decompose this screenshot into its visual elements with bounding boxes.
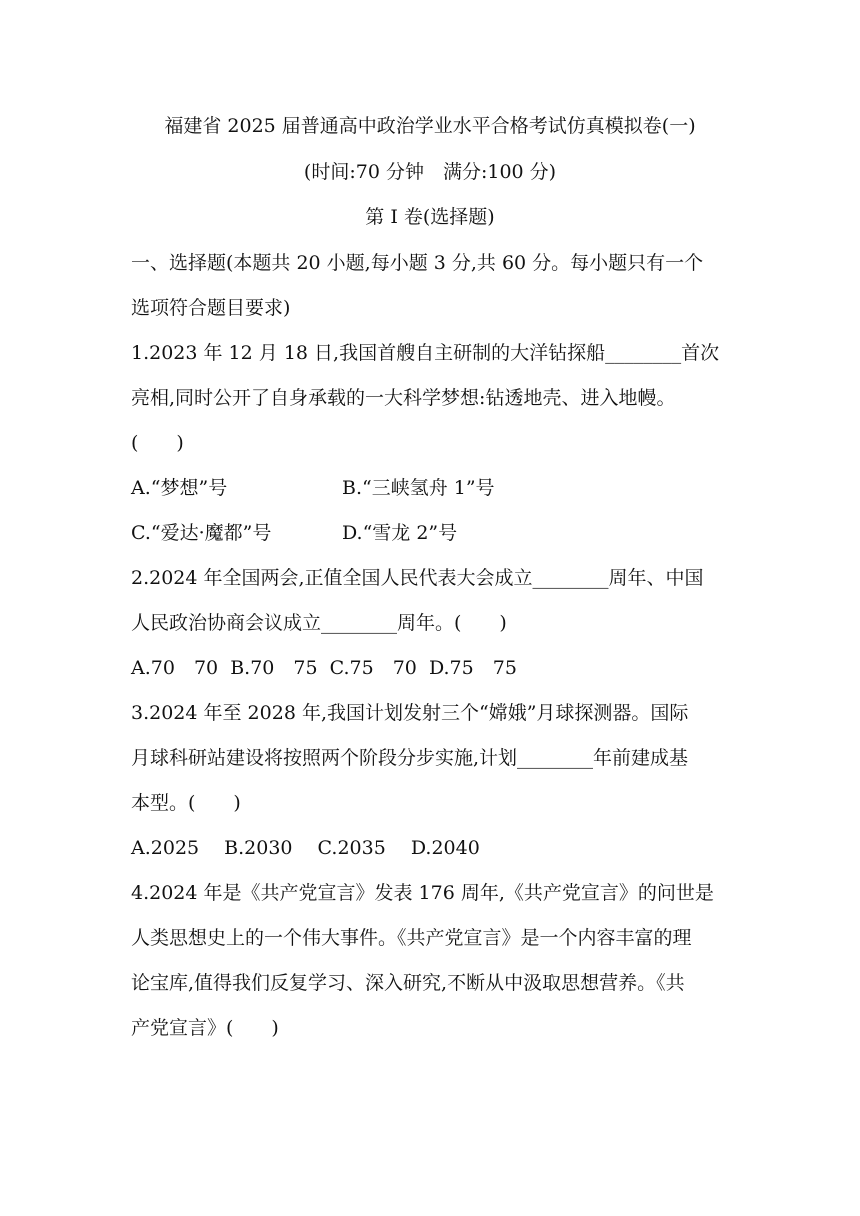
- part-intro-line: 选项符合题目要求): [131, 297, 291, 319]
- part-intro-line: 一、选择题(本题共 20 小题,每小题 3 分,共 60 分。每小题只有一个: [131, 252, 704, 274]
- question-2-line: 2.2024 年全国两会,正值全国人民代表大会成立________周年、中国: [131, 567, 704, 589]
- question-1-option-c: C.“爱达·魔都”号: [131, 522, 272, 544]
- question-1-option-d: D.“雪龙 2”号: [342, 522, 458, 544]
- question-1-option-a: A.“梦想”号: [131, 477, 228, 499]
- question-1-line: 亮相,同时公开了自身承载的一大科学梦想:钻透地壳、进入地幔。: [131, 387, 676, 409]
- exam-subtitle: (时间:70 分钟 满分:100 分): [303, 161, 557, 183]
- question-4-line: 论宝库,值得我们反复学习、深入研究,不断从中汲取思想营养。《共: [131, 972, 685, 994]
- question-3-line: 3.2024 年至 2028 年,我国计划发射三个“嫦娥”月球探测器。国际: [131, 702, 689, 724]
- question-1-option-b: B.“三峡氢舟 1”号: [342, 477, 495, 499]
- question-4-line: 4.2024 年是《共产党宣言》发表 176 周年,《共产党宣言》的问世是: [131, 882, 714, 904]
- question-3-line: 月球科研站建设将按照两个阶段分步实施,计划________年前建成基: [131, 747, 689, 769]
- section-title: 第 I 卷(选择题): [365, 206, 495, 228]
- exam-title: 福建省 2025 届普通高中政治学业水平合格考试仿真模拟卷(一): [164, 115, 696, 137]
- question-4-line: 人类思想史上的一个伟大事件。《共产党宣言》是一个内容丰富的理: [131, 927, 692, 949]
- question-3-options: A.2025 B.2030 C.2035 D.2040: [131, 837, 480, 859]
- question-4-line: 产党宣言》( ): [131, 1017, 279, 1039]
- question-3-line: 本型。( ): [131, 792, 241, 814]
- question-2-line: 人民政治协商会议成立________周年。( ): [131, 612, 507, 634]
- question-1-answer-blank: ( ): [131, 432, 184, 454]
- question-2-options: A.70 70 B.70 75 C.75 70 D.75 75: [131, 657, 517, 679]
- question-1-line: 1.2023 年 12 月 18 日,我国首艘自主研制的大洋钻探船________首次: [131, 342, 720, 364]
